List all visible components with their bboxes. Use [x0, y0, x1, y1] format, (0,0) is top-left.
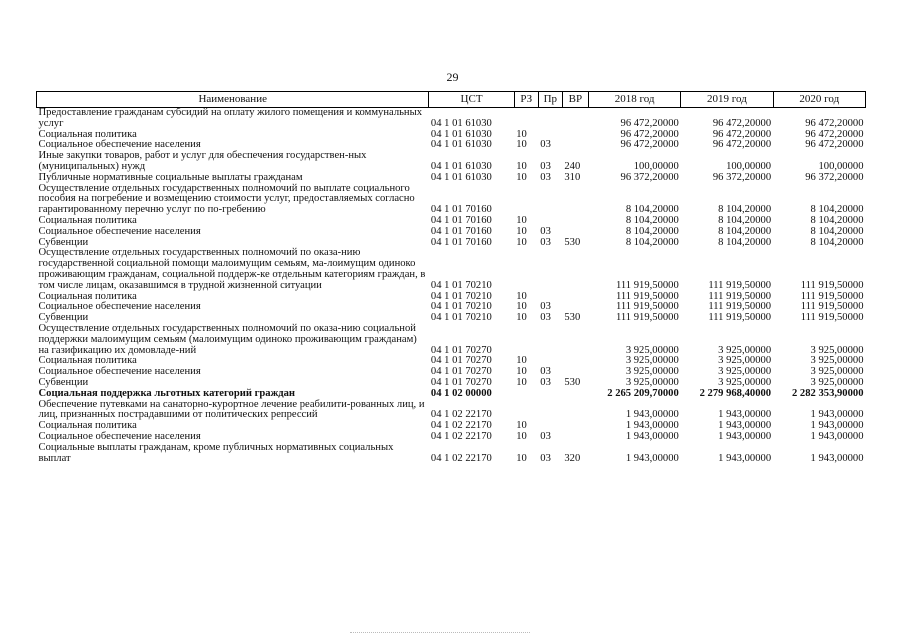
cell-y2019: 8 104,20000: [718, 236, 772, 248]
cell-y2019: 96 472,20000: [712, 128, 772, 140]
cell-y2019: 8 104,20000: [718, 204, 772, 216]
cell-name: Социальная политика: [38, 420, 137, 432]
cell-y2019: 1 943,00000: [718, 452, 772, 464]
cell-vr: 530: [564, 312, 581, 324]
cell-y2019: 111 919,50000: [708, 312, 772, 324]
cell-y2020: 111 919,50000: [800, 290, 864, 302]
table-row: [37, 151, 866, 173]
cell-rz: 10: [516, 430, 527, 442]
cell-y2019: 1 943,00000: [718, 409, 772, 421]
header-rz: РЗ: [514, 92, 538, 108]
cell-cst: 04 1 02 22170: [430, 430, 492, 442]
cell-rz: 10: [516, 376, 527, 388]
cell-name: Обеспечение путевками на санаторно-курортное лечение реабилити-рованных лиц, и лиц, признанных пострадавшими от политических репрессий: [38, 398, 425, 421]
cell-rz: 10: [516, 312, 527, 324]
cell-vr: [562, 216, 588, 227]
cell-name: Осуществление отдельных государственных полномочий по выплате социального пособия на погребение и возмещению стоимости услуг, предоставляемых согласно гарантированному перечню услуг по по-гребению: [38, 182, 415, 216]
cell-y2020: 3 925,00000: [810, 366, 864, 378]
cell-cst: 04 1 01 61030: [430, 171, 492, 183]
cell-rz: 10: [516, 225, 527, 237]
cell-y2018: 96 472,20000: [620, 117, 679, 129]
cell-rz: [514, 389, 538, 400]
cell-name: Субвенции: [38, 312, 89, 324]
cell-y2019: 111 919,50000: [708, 290, 772, 302]
cell-rz: [514, 400, 538, 422]
cell-pr: 03: [540, 160, 551, 172]
cell-y2018: 100,00000: [633, 160, 679, 172]
cell-y2020: 111 919,50000: [800, 312, 864, 324]
cell-rz: 10: [516, 366, 527, 378]
cell-y2020: 2 282 353,90000: [791, 387, 864, 399]
cell-y2020: 96 472,20000: [805, 128, 864, 140]
cell-rz: [514, 184, 538, 216]
cell-name: Социальная политика: [38, 214, 137, 226]
cell-y2019: 3 925,00000: [718, 344, 772, 356]
cell-y2019: 96 372,20000: [712, 171, 772, 183]
cell-rz: 10: [516, 355, 527, 367]
cell-y2018: 3 925,00000: [625, 355, 679, 367]
cell-y2020: 3 925,00000: [810, 355, 864, 367]
cell-pr: 03: [540, 139, 551, 151]
cell-y2019: 8 104,20000: [718, 225, 772, 237]
cell-y2019: 2 279 968,40000: [699, 387, 772, 399]
cell-pr: 03: [540, 366, 551, 378]
cell-vr: 320: [564, 452, 581, 464]
cell-y2018: 3 925,00000: [625, 344, 679, 356]
cell-pr: [538, 108, 562, 130]
cell-vr: [562, 248, 588, 291]
cell-name: Социальное обеспечение населения: [38, 139, 201, 151]
header-cst: ЦСТ: [429, 92, 514, 108]
cell-vr: [562, 140, 588, 151]
cell-rz: 10: [516, 301, 527, 313]
cell-vr: [562, 108, 588, 130]
cell-y2018: 8 104,20000: [625, 225, 679, 237]
cell-rz: 10: [516, 236, 527, 248]
table-row: [37, 400, 866, 422]
cell-cst: 04 1 01 70270: [430, 366, 492, 378]
cell-vr: 310: [564, 171, 581, 183]
cell-pr: 03: [540, 171, 551, 183]
cell-y2019: 1 943,00000: [718, 430, 772, 442]
cell-rz: [514, 108, 538, 130]
cell-name: Осуществление отдельных государственных полномочий по оказа-нию социальной поддержки малоимущим семьям (малоимущим одиноко проживающим гражданам) на газификацию их домовладе-ний: [38, 322, 417, 356]
cell-cst: 04 1 01 70160: [430, 214, 492, 226]
cell-vr: [562, 292, 588, 303]
cell-name: Социальная политика: [38, 128, 137, 140]
cell-y2020: 96 472,20000: [805, 139, 864, 151]
cell-y2018: 1 943,00000: [625, 409, 679, 421]
cell-pr: 03: [540, 452, 551, 464]
cell-name: Осуществление отдельных государственных полномочий по оказа-нию государственной социальной помощи малоимущим семьям, ма-лоимущим одиноко проживающим гражданам, социальной поддерж-ке отдельным категориям граждан, в том числе лицам, оказавшимся в трудной жизненной ситуации: [38, 247, 426, 291]
cell-pr: 03: [540, 236, 551, 248]
cell-pr: 03: [540, 430, 551, 442]
cell-rz: 10: [516, 160, 527, 172]
cell-y2019: 111 919,50000: [708, 279, 772, 291]
table-row: [37, 389, 866, 400]
cell-y2018: 3 925,00000: [625, 366, 679, 378]
cell-cst: 04 1 01 70210: [430, 279, 492, 291]
cell-y2019: 1 943,00000: [718, 420, 772, 432]
cell-name: Социальная политика: [38, 290, 137, 302]
footer-scan-marks: [350, 632, 530, 635]
cell-vr: [562, 356, 588, 367]
cell-pr: 03: [540, 225, 551, 237]
cell-vr: 530: [564, 236, 581, 248]
cell-y2020: 1 943,00000: [810, 452, 864, 464]
cell-y2020: 3 925,00000: [810, 376, 864, 388]
table-row: [37, 173, 866, 184]
table-row: [37, 108, 866, 130]
cell-vr: [562, 130, 588, 141]
cell-y2018: 96 372,20000: [620, 171, 679, 183]
cell-y2020: 111 919,50000: [800, 279, 864, 291]
table-row: [37, 443, 866, 465]
cell-name: Социальные выплаты гражданам, кроме публичных нормативных социальных выплат: [38, 441, 394, 464]
cell-name: Социальное обеспечение населения: [38, 366, 201, 378]
cell-y2018: 111 919,50000: [616, 301, 679, 313]
cell-pr: [538, 324, 562, 356]
header-pr: Пр: [538, 92, 562, 108]
cell-y2020: 96 472,20000: [805, 117, 864, 129]
cell-name: Социальное обеспечение населения: [38, 430, 201, 442]
cell-cst: 04 1 01 70210: [430, 301, 492, 313]
cell-cst: 04 1 02 22170: [430, 420, 492, 432]
cell-vr: [562, 324, 588, 356]
cell-rz: 10: [516, 128, 527, 140]
cell-cst: 04 1 01 70270: [430, 355, 492, 367]
cell-name: Предоставление гражданам субсидий на оплату жилого помещения и коммунальных услуг: [38, 107, 423, 129]
cell-rz: [514, 324, 538, 356]
cell-rz: 10: [516, 420, 527, 432]
cell-cst: 04 1 01 70160: [430, 204, 492, 216]
cell-vr: 240: [564, 160, 581, 172]
header-vr: ВР: [562, 92, 588, 108]
cell-pr: [538, 184, 562, 216]
cell-y2020: 1 943,00000: [810, 409, 864, 421]
table-row: [37, 324, 866, 356]
cell-y2019: 3 925,00000: [718, 366, 772, 378]
cell-y2020: 8 104,20000: [810, 204, 864, 216]
cell-rz: [514, 248, 538, 291]
cell-y2018: 2 265 209,70000: [607, 387, 679, 399]
cell-cst: 04 1 01 70210: [430, 312, 492, 324]
cell-cst: 04 1 02 22170: [430, 409, 492, 421]
cell-y2020: 100,00000: [818, 160, 864, 172]
cell-pr: [538, 389, 562, 400]
cell-pr: [538, 400, 562, 422]
cell-y2020: 8 104,20000: [810, 214, 864, 226]
cell-y2018: 111 919,50000: [616, 290, 679, 302]
page-number: 29: [446, 70, 459, 84]
table-body: [37, 108, 866, 465]
cell-y2018: 1 943,00000: [625, 420, 679, 432]
cell-cst: 04 1 01 61030: [430, 139, 492, 151]
cell-vr: [562, 432, 588, 443]
cell-y2019: 111 919,50000: [708, 301, 772, 313]
cell-y2018: 96 472,20000: [620, 139, 679, 151]
cell-vr: 530: [564, 376, 581, 388]
cell-cst: 04 1 01 70160: [430, 236, 492, 248]
cell-cst: 04 1 02 00000: [430, 387, 492, 399]
cell-cst: 04 1 01 61030: [430, 117, 492, 129]
table-row: [37, 184, 866, 216]
cell-y2019: 3 925,00000: [718, 376, 772, 388]
cell-vr: [562, 184, 588, 216]
cell-y2018: 8 104,20000: [625, 214, 679, 226]
header-2018: 2018 год: [588, 92, 680, 108]
cell-pr: [538, 248, 562, 291]
cell-y2020: 1 943,00000: [810, 420, 864, 432]
cell-y2019: 96 472,20000: [712, 117, 772, 129]
cell-rz: 10: [516, 171, 527, 183]
cell-y2020: 96 372,20000: [805, 171, 864, 183]
cell-cst: 04 1 01 61030: [430, 128, 492, 140]
cell-pr: 03: [540, 376, 551, 388]
cell-cst: 04 1 02 22170: [430, 452, 492, 464]
budget-table: [36, 91, 866, 464]
cell-vr: [562, 389, 588, 400]
cell-name: Публичные нормативные социальные выплаты гражданам: [38, 171, 303, 183]
cell-y2020: 3 925,00000: [810, 344, 864, 356]
cell-y2020: 1 943,00000: [810, 430, 864, 442]
header-2019: 2019 год: [681, 92, 773, 108]
cell-name: Социальная поддержка льготных категорий граждан: [38, 387, 296, 399]
cell-pr: 03: [540, 312, 551, 324]
cell-y2019: 100,00000: [726, 160, 772, 172]
table-row: [37, 248, 866, 291]
cell-cst: 04 1 01 61030: [430, 160, 492, 172]
cell-y2018: 8 104,20000: [625, 236, 679, 248]
cell-cst: 04 1 01 70270: [430, 344, 492, 356]
cell-name: Социальное обеспечение населения: [38, 301, 201, 313]
cell-name: Иные закупки товаров, работ и услуг для обеспечения государствен-ных (муниципальных) нужд: [38, 150, 367, 172]
cell-name: Социальное обеспечение населения: [38, 225, 201, 237]
cell-y2019: 8 104,20000: [718, 214, 772, 226]
cell-y2018: 111 919,50000: [616, 279, 679, 291]
cell-y2018: 8 104,20000: [625, 204, 679, 216]
table-header-row: [37, 92, 866, 108]
cell-rz: 10: [516, 452, 527, 464]
cell-vr: [562, 421, 588, 432]
cell-vr: [562, 227, 588, 238]
cell-vr: [562, 400, 588, 422]
cell-pr: 03: [540, 301, 551, 313]
cell-y2018: 96 472,20000: [620, 128, 679, 140]
cell-rz: 10: [516, 290, 527, 302]
cell-y2020: 111 919,50000: [800, 301, 864, 313]
cell-rz: 10: [516, 214, 527, 226]
cell-y2018: 1 943,00000: [625, 430, 679, 442]
header-2020: 2020 год: [773, 92, 865, 108]
cell-cst: 04 1 01 70210: [430, 290, 492, 302]
header-name: Наименование: [37, 92, 429, 108]
table-row: [37, 227, 866, 238]
cell-rz: 10: [516, 139, 527, 151]
cell-y2018: 111 919,50000: [616, 312, 679, 324]
cell-y2018: 3 925,00000: [625, 376, 679, 388]
cell-y2020: 8 104,20000: [810, 236, 864, 248]
cell-name: Субвенции: [38, 236, 89, 248]
cell-cst: 04 1 01 70270: [430, 376, 492, 388]
cell-y2019: 3 925,00000: [718, 355, 772, 367]
cell-y2020: 8 104,20000: [810, 225, 864, 237]
cell-name: Субвенции: [38, 376, 89, 388]
cell-y2019: 96 472,20000: [712, 139, 772, 151]
cell-name: Социальная политика: [38, 355, 137, 367]
cell-y2018: 1 943,00000: [625, 452, 679, 464]
cell-cst: 04 1 01 70160: [430, 225, 492, 237]
